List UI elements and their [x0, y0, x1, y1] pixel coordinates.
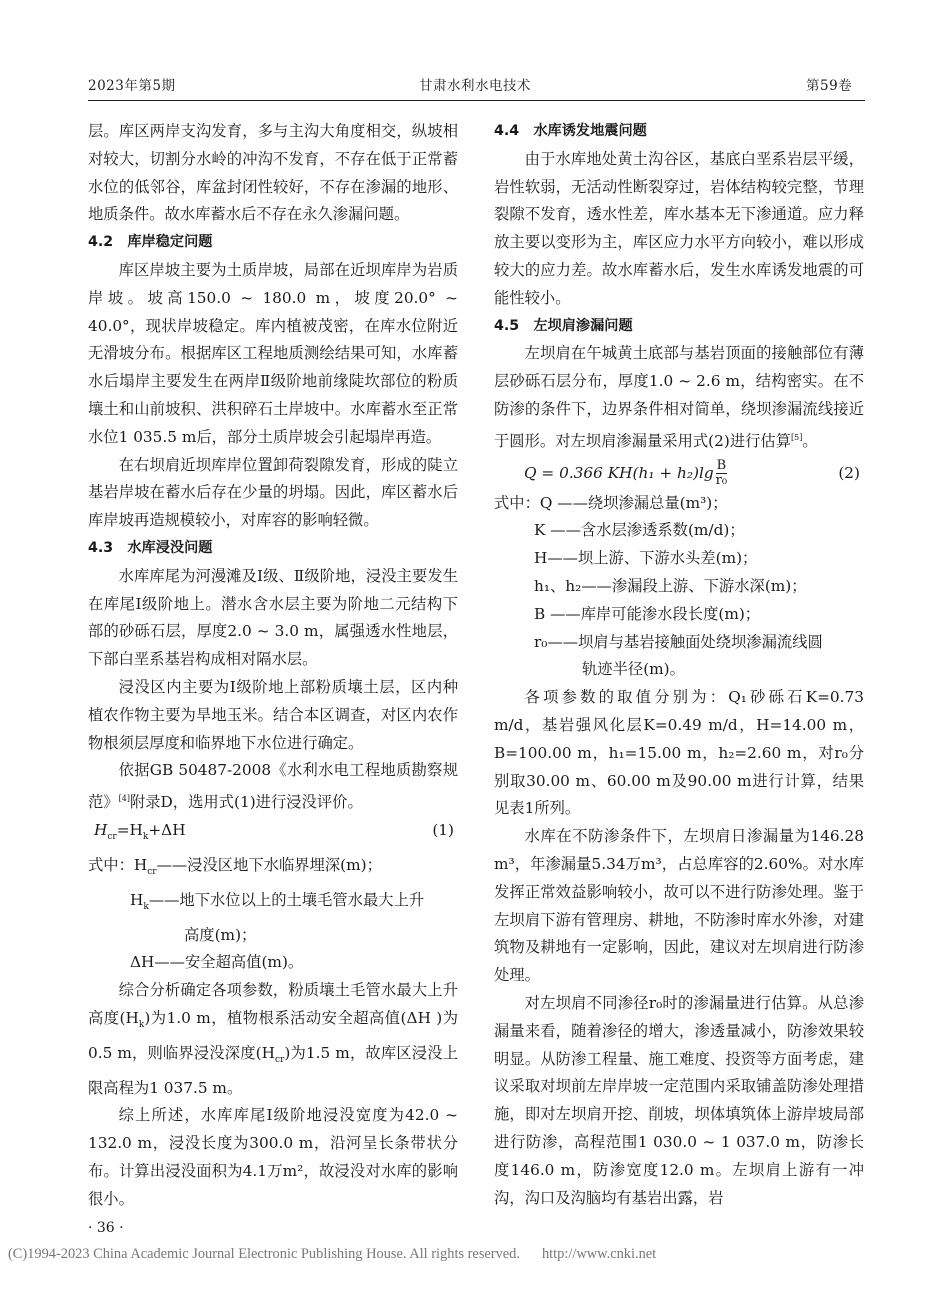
- paragraph: 综合分析确定各项参数，粉质壤土毛管水最大上升高度$(H_k)$为1.0 m，植物根系活动安全超高值(ΔH )为0.5 m，则临界浸没深度$(H_{cr})$为1.5 m，故库区浸没上限高程为1 037.5 m。: [88, 981, 458, 1097]
- citation-ref: [4]: [118, 794, 130, 804]
- where-list-item: r₀——坝肩与基岩接触面处绕坝渗漏流线圆: [534, 632, 823, 651]
- page-number: · 36 ·: [88, 1220, 124, 1236]
- paragraph: 各项参数的取值分别为：Q₁砂砾石K=0.73 m/d，基岩强风化层K=0.49 m/d，H=14.00 m，B=100.00 m，h₁=15.00 m，h₂=2.60 m，对r₀分别取30.00 m、60.00 m及90.00 m进行计算，结果见表1所列。: [494, 688, 864, 818]
- citation-ref: [5]: [791, 432, 803, 442]
- equation-number: (2): [838, 463, 860, 482]
- section-heading-4-2: 4.2 库岸稳定问题: [88, 234, 213, 251]
- where-list-item: h₁、h₂——渗漏段上游、下游水深(m)；: [534, 577, 807, 596]
- section-heading-4-4: 4.4 水库诱发地震问题: [494, 123, 647, 139]
- where-list-item-cont: 高度(m)；: [184, 925, 257, 944]
- paragraph: 水库库尾为河漫滩及Ⅰ级、Ⅱ级阶地，浸没主要发生在库尾Ⅰ级阶地上。潜水含水层主要为阶地二元结构下部的砂砾石层，厚度2.0 ~ 3.0 m，属强透水性地层，下部白垩系基岩构成相对隔水层。: [88, 566, 458, 669]
- where-list-item: H——坝上游、下游水头差(m)；: [534, 549, 758, 568]
- paragraph: 左坝肩在午城黄土底部与基岩顶面的接触部位有薄层砂砾石层分布，厚度1.0 ~ 2.6 m，结构密实。在不防渗的条件下，边界条件相对简单，绕坝渗漏流线接近于圆形。对左坝肩渗漏量采用式(2)进行估算[5]。: [494, 344, 864, 450]
- paragraph: 层。库区两岸支沟发育，多与主沟大角度相交，纵坡相对较大，切割分水岭的冲沟不发育，不存在低于正常蓄水位的低邻谷，库盆封闭性较好，不存在渗漏的地形、地质条件。故水库蓄水后不存在永久渗漏问题。: [88, 122, 458, 224]
- where-list-item: B ——库岸可能渗水段长度(m)；: [534, 604, 761, 623]
- header-issue: 2023年第5期: [88, 78, 176, 94]
- where-list-item: 式中：$H_{cr}——$浸没区地下水临界埋深(m)；: [88, 855, 382, 877]
- equation-1: $H_{cr}=H_k+\Delta H$ (1): [88, 817, 458, 852]
- paragraph: 浸没区内主要为Ⅰ级阶地上部粉质壤土层，区内种植农作物主要为旱地玉米。结合本区调查，对区内农作物根须层厚度和临界地下水位进行确定。: [88, 677, 458, 752]
- left-column: [88, 118, 458, 1214]
- equation-2: Q = 0.366 KH(h₁ + h₂)lg $\frac{B}{\text{r₀}}$ (2): [494, 456, 864, 490]
- header-rule: [88, 100, 865, 101]
- where-list-item: $H_k——$地下水位以上的土壤毛管水最大上升: [130, 890, 425, 912]
- equation-number: (1): [432, 821, 454, 840]
- copyright-footer: (C)1994-2023 China Academic Journal Electronic Publishing House. All rights reserved. http://www.cnki.net: [8, 1246, 657, 1262]
- right-column: [494, 118, 864, 1212]
- where-list-item: K ——含水层渗透系数(m/d)；: [534, 521, 745, 540]
- fraction: $\frac{B}{\text{r₀}}$: [715, 458, 728, 489]
- paragraph: 在右坝肩近坝库岸位置卸荷裂隙发育，形成的陡立基岩岸坡在蓄水后存在少量的坍塌。因此，库区蓄水后库岸坡再造规模较小，对库容的影响轻微。: [88, 455, 458, 530]
- where-list-item: ΔH——安全超高值(m)。: [130, 953, 304, 972]
- paragraph: 水库在不防渗条件下，左坝肩日渗漏量为146.28 m³，年渗漏量5.34万m³，占总库容的2.60%。对水库发挥正常效益影响较小，故可以不进行防渗处理。鉴于左坝肩下游有管理房、耕地，不防渗时库水外渗，对建筑物及耕地有一定影响，因此，建议对左坝肩进行防渗处理。: [494, 827, 864, 985]
- paragraph: 库区岸坡主要为土质岸坡，局部在近坝库岸为岩质岸坡。坡高150.0 ~ 180.0 m，坡度20.0° ~ 40.0°，现状岸坡稳定。库内植被茂密，在库水位附近无滑坡分布。根据库区工程地质测绘结果可知，水库蓄水后塌岸主要发生在两岸Ⅱ级阶地前缘陡坎部位的粉质壤土和山前坡积、洪积碎石土岸坡中。水库蓄水至正常水位1 035.5 m后，部分土质岸坡会引起塌岸再造。: [88, 260, 458, 446]
- header-volume: 第59卷: [806, 78, 853, 94]
- paragraph: 由于水库地处黄土沟谷区，基底白垩系岩层平缓，岩性软弱，无活动性断裂穿过，岩体结构较完整，节理裂隙不发育，透水性差，库水基本无下渗通道。应力释放主要以变形为主，库区应力水平方向较小，难以形成较大的应力差。故水库蓄水后，发生水库诱发地震的可能性较小。: [494, 149, 864, 307]
- paragraph: 依据GB 50487-2008《水利水电工程地质勘察规范》[4]附录D，选用式(1)进行浸没评价。: [88, 761, 458, 812]
- paragraph: 综上所述，水库库尾Ⅰ级阶地浸没宽度为42.0 ~ 132.0 m，浸没长度为300.0 m，沿河呈长条带状分布。计算出浸没面积为4.1万m²，故浸没对水库的影响很小。: [88, 1106, 458, 1208]
- section-heading-4-5: 4.5 左坝肩渗漏问题: [494, 317, 633, 334]
- paragraph: 对左坝肩不同渗径r₀时的渗漏量进行估算。从总渗漏量来看，随着渗径的增大，渗透量减小，防渗效果较明显。从防渗工程量、施工难度、投资等方面考虑，建议采取对坝前左岸岸坡一定范围内采取铺盖防渗处理措施，即对左坝肩开挖、削坡，坝体填筑体上游岸坡局部进行防渗，高程范围1 030.0 ~ 1 037.0 m，防渗长度146.0 m，防渗宽度12.0 m。左坝肩上游有一冲沟，沟口及沟脑均有基岩出露，岩: [494, 994, 864, 1207]
- header-journal-title: 甘肃水利水电技术: [419, 78, 531, 94]
- cnki-url[interactable]: http://www.cnki.net: [541, 1246, 657, 1262]
- where-list-item: 式中：Q ——绕坝渗漏总量(m³)；: [494, 493, 728, 512]
- section-heading-4-3: 4.3 水库浸没问题: [88, 539, 213, 556]
- where-list-item-cont: 轨迹半径(m)。: [582, 660, 685, 679]
